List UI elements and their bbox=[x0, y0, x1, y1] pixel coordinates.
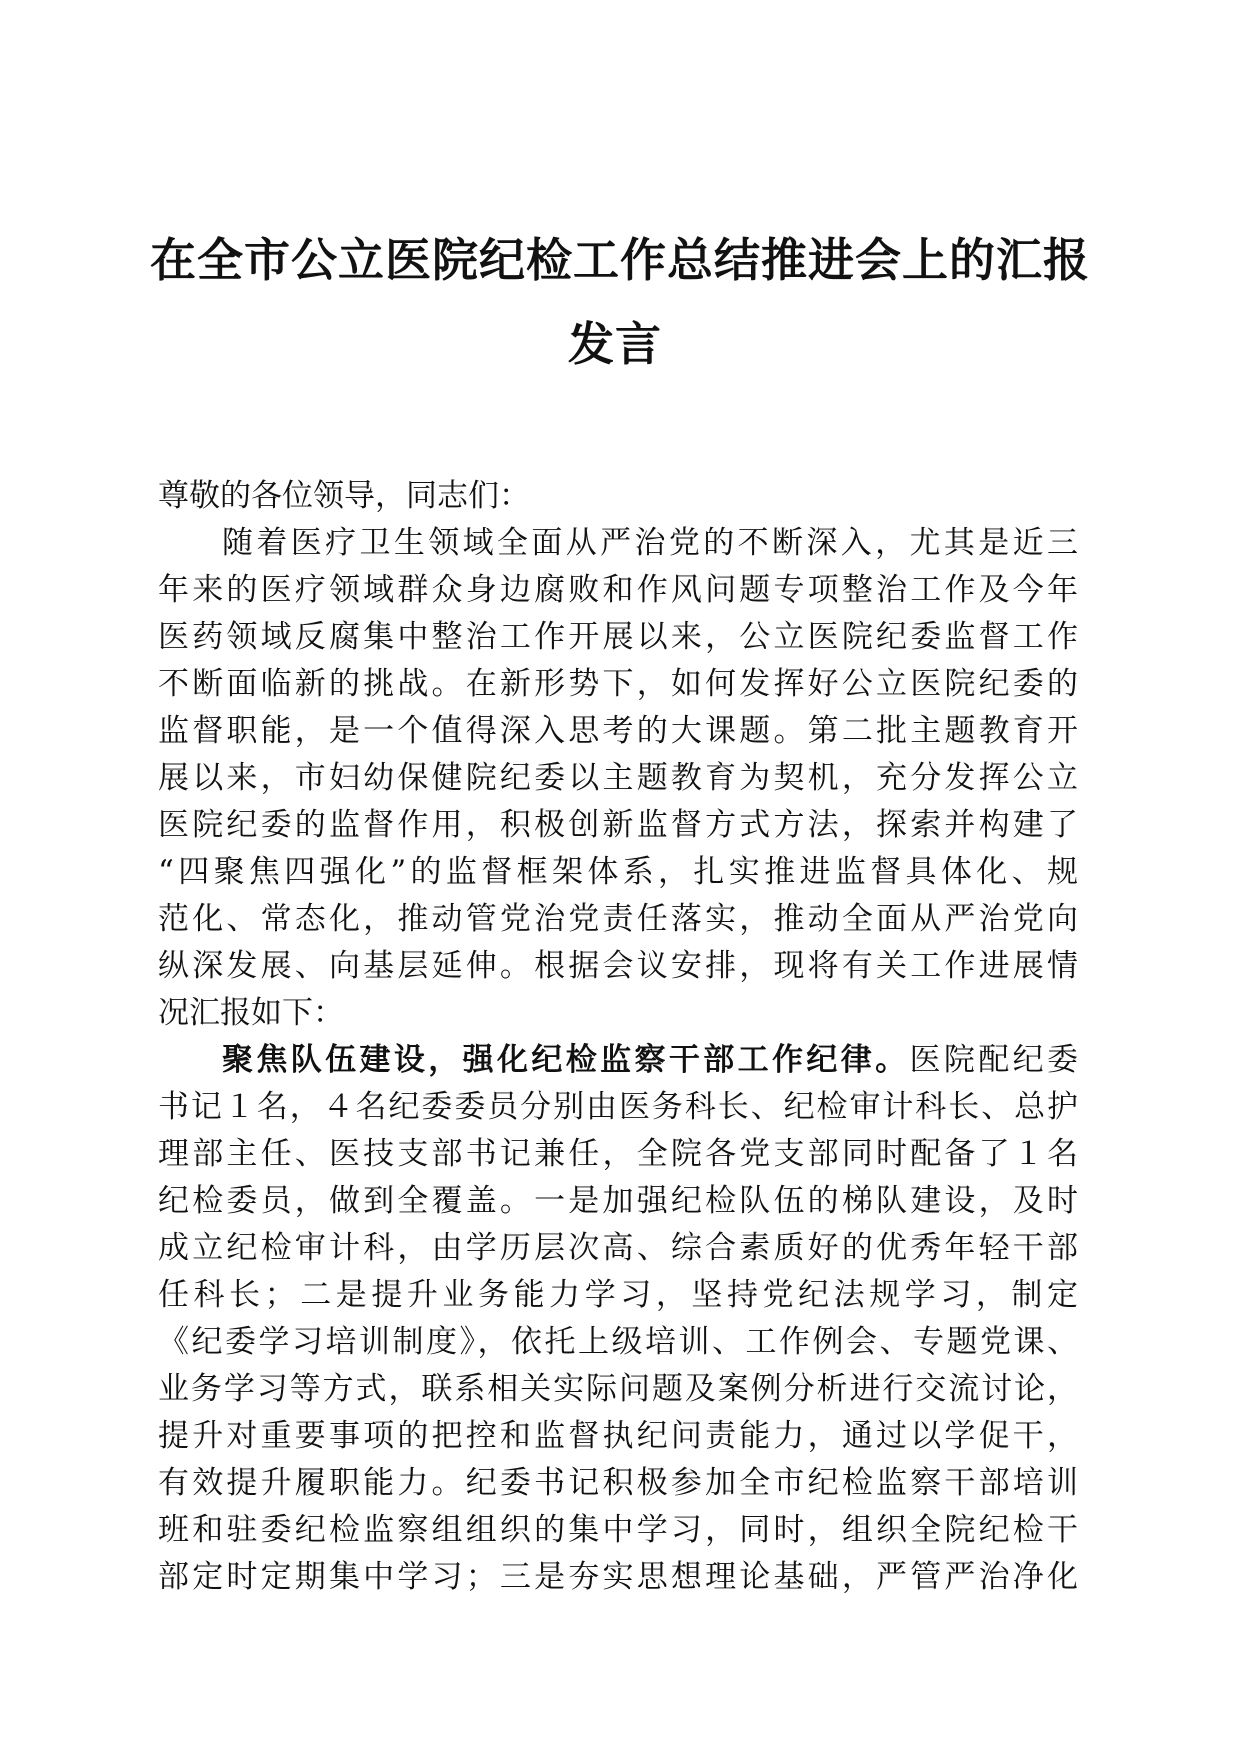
paragraph-line: 展以来，市妇幼保健院纪委以主题教育为契机，充分发挥公立 bbox=[158, 760, 1078, 796]
section-heading: 聚焦队伍建设，强化纪检监察干部工作纪律。 bbox=[222, 1042, 910, 1078]
paragraph-line: 医药领域反腐集中整治工作开展以来，公立医院纪委监督工作 bbox=[158, 619, 1078, 655]
paragraph-line: 班和驻委纪检监察组组织的集中学习，同时，组织全院纪检干 bbox=[158, 1512, 1078, 1548]
document-title bbox=[150, 218, 1090, 386]
paragraph-line: 书记１名，４名纪委委员分别由医务科长、纪检审计科长、总护 bbox=[158, 1089, 1078, 1125]
paragraph-line: 不断面临新的挑战。在新形势下，如何发挥好公立医院纪委的 bbox=[158, 666, 1078, 702]
paragraph-line: 有效提升履职能力。纪委书记积极参加全市纪检监察干部培训 bbox=[158, 1465, 1078, 1501]
paragraph-line: 业务学习等方式，联系相关实际问题及案例分析进行交流讨论， bbox=[158, 1371, 1078, 1407]
paragraph-line: 部定时定期集中学习；三是夯实思想理论基础，严管严治净化 bbox=[158, 1559, 1078, 1595]
paragraph-line bbox=[158, 1037, 1078, 1084]
paragraph-line: “四聚焦四强化”的监督框架体系，扎实推进监督具体化、规 bbox=[158, 854, 1078, 890]
paragraph-line: 任科长；二是提升业务能力学习，坚持党纪法规学习，制定 bbox=[158, 1277, 1078, 1313]
paragraph-line: 提升对重要事项的把控和监督执纪问责能力，通过以学促干， bbox=[158, 1418, 1078, 1454]
paragraph-line: 《纪委学习培训制度》，依托上级培训、工作例会、专题党课、 bbox=[158, 1324, 1078, 1360]
title-line-2: 发言 bbox=[568, 317, 662, 371]
paragraph-line: 监督职能，是一个值得深入思考的大课题。第二批主题教育开 bbox=[158, 713, 1078, 749]
paragraph-line: 成立纪检审计科，由学历层次高、综合素质好的优秀年轻干部 bbox=[158, 1230, 1078, 1266]
salutation: 尊敬的各位领导，同志们： bbox=[158, 478, 530, 514]
paragraph-team-building bbox=[158, 1037, 1078, 1601]
document-body bbox=[158, 473, 1078, 1601]
title-line-1: 在全市公立医院纪检工作总结推进会上的汇报 bbox=[150, 233, 1090, 287]
paragraph-line: 理部主任、医技支部书记兼任，全院各党支部同时配备了１名 bbox=[158, 1136, 1078, 1172]
paragraph-line: 纪检委员，做到全覆盖。一是加强纪检队伍的梯队建设，及时 bbox=[158, 1183, 1078, 1219]
paragraph-intro bbox=[158, 520, 1078, 1037]
paragraph-text: 医院配纪委 bbox=[909, 1042, 1078, 1078]
paragraph-line: 医院纪委的监督作用，积极创新监督方式方法，探索并构建了 bbox=[158, 807, 1078, 843]
paragraph-line: 纵深发展、向基层延伸。根据会议安排，现将有关工作进展情 bbox=[158, 948, 1078, 984]
paragraph-line: 范化、常态化，推动管党治党责任落实，推动全面从严治党向 bbox=[158, 901, 1078, 937]
paragraph-line: 年来的医疗领域群众身边腐败和作风问题专项整治工作及今年 bbox=[158, 572, 1078, 608]
paragraph-line: 随着医疗卫生领域全面从严治党的不断深入，尤其是近三 bbox=[222, 525, 1078, 561]
paragraph-line: 况汇报如下： bbox=[158, 995, 344, 1031]
